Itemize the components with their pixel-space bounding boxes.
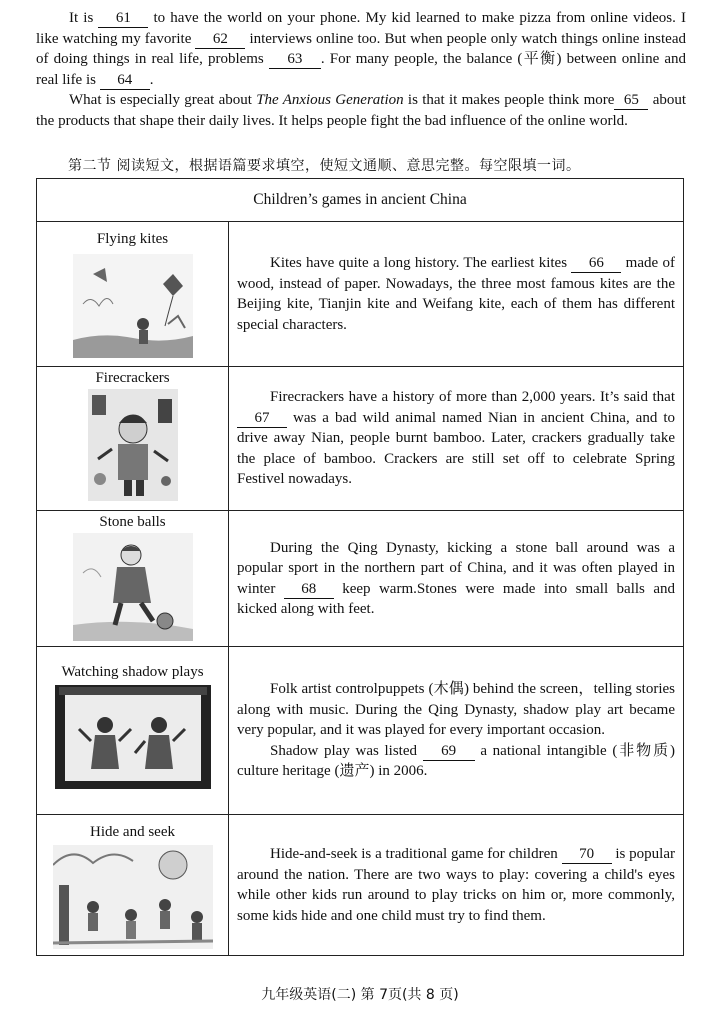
blank-70[interactable]: 70 bbox=[562, 846, 612, 864]
text: . For many people, the balance (平衡) between online and real life is bbox=[36, 51, 686, 88]
page-footer: 九年级英语(二) 第 7页(共 8 页) bbox=[261, 987, 459, 1003]
text: Shadow play was listed bbox=[270, 742, 423, 759]
row-caption: Watching shadow plays bbox=[61, 664, 204, 680]
row-text bbox=[237, 844, 675, 926]
text: During the Qing Dynasty, kicking a stone ball around was a popular sport in the northern part of China, and it was often played in winter bbox=[237, 539, 675, 597]
table-row bbox=[37, 511, 683, 647]
row-image-cell bbox=[37, 815, 229, 955]
table-row bbox=[37, 222, 683, 367]
text: . bbox=[149, 71, 154, 88]
row-text-cell bbox=[229, 511, 683, 646]
text: Hide-and-seek is a traditional game for children bbox=[270, 846, 562, 862]
text: is that it makes people think more bbox=[403, 92, 615, 108]
text: keep warm.Stones were made into small balls and kicked along with feet. bbox=[237, 580, 675, 617]
intro-passage bbox=[36, 8, 686, 131]
text: was a bad wild animal named Nian in ancient China, and to drive away Nian, people burnt bamboo. Later, crackers gradually take the place of bamboo. Crackers are still set off to celebrate Spring Festivel nowadays. bbox=[237, 409, 675, 488]
table-row bbox=[37, 647, 683, 815]
table-title: Children’s games in ancient China bbox=[37, 179, 683, 222]
intro-paragraph-2 bbox=[36, 90, 686, 131]
row-text-cell bbox=[229, 367, 683, 510]
text: It is bbox=[69, 10, 99, 26]
text: Kites have quite a long history. The earliest kites bbox=[270, 255, 572, 271]
row-text: Folk artist controlpuppets (木偶) behind the screen，telling stories along with music. During the Qing Dynasty, shadow play art became very popular, and it was played for every important occasion. bbox=[237, 681, 675, 739]
table-row bbox=[37, 815, 683, 955]
row-text-cell bbox=[229, 647, 683, 814]
text: a national intangible (非物质) culture heritage (遗产) in 2006. bbox=[237, 742, 675, 780]
row-text bbox=[237, 538, 675, 620]
text: made of wood, instead of paper. Nowadays, the three most famous kites are the Beijing kite, Tianjin kite and Weifang kite, each of them has different special characters. bbox=[237, 255, 675, 333]
row-text-cell bbox=[229, 815, 683, 955]
row-caption: Firecrackers bbox=[95, 370, 170, 386]
hide-and-seek-illustration bbox=[53, 845, 213, 949]
stone-ball-illustration bbox=[73, 533, 193, 641]
text: What is especially great about bbox=[69, 92, 257, 108]
row-image-cell bbox=[37, 367, 229, 510]
intro-paragraph-1 bbox=[36, 8, 686, 90]
games-table bbox=[36, 178, 684, 956]
row-text bbox=[237, 253, 675, 335]
blank-63[interactable]: 63 bbox=[269, 51, 321, 69]
row-caption: Stone balls bbox=[99, 514, 166, 530]
row-caption: Flying kites bbox=[96, 231, 169, 247]
row-caption: Hide and seek bbox=[90, 824, 175, 840]
text: Firecrackers have a history of more than 2,000 years. It’s said that bbox=[270, 389, 675, 406]
blank-62[interactable]: 62 bbox=[195, 31, 245, 49]
blank-66[interactable]: 66 bbox=[571, 255, 621, 273]
book-title: The Anxious Generation bbox=[256, 92, 404, 108]
blank-64[interactable]: 64 bbox=[100, 72, 150, 90]
text: to have the world on your phone. My kid learned to make pizza from online videos. I like watching my favorite bbox=[36, 10, 687, 47]
shadow-play-illustration bbox=[55, 685, 211, 789]
blank-68[interactable]: 68 bbox=[284, 581, 334, 599]
row-text-cell bbox=[229, 222, 683, 366]
blank-67[interactable]: 67 bbox=[237, 410, 287, 428]
firecracker-child-illustration bbox=[88, 389, 178, 501]
section-heading: 第二节 阅读短文，根据语篇要求填空，使短文通顺、意思完整。每空限填一词。 bbox=[68, 158, 581, 174]
text: interviews online too. But when people only watch things online instead of doing things in real life, problems bbox=[36, 30, 686, 67]
row-image-cell bbox=[37, 511, 229, 646]
row-image-cell bbox=[37, 647, 229, 814]
blank-61[interactable]: 61 bbox=[98, 10, 148, 28]
row-image-cell bbox=[37, 222, 229, 366]
text: about the products that shape their daily lives. It helps people fight the bad influence of the online world. bbox=[36, 92, 687, 129]
row-text bbox=[237, 387, 675, 490]
blank-65[interactable]: 65 bbox=[614, 92, 648, 110]
row-text bbox=[237, 741, 675, 782]
table-row bbox=[37, 367, 683, 511]
kite-flying-illustration bbox=[73, 254, 193, 358]
text: is popular around the nation. There are two ways to play: covering a child's eyes while other kids run around to play tricks on him or, more commonly, some kids hide and one child must try to find them. bbox=[237, 846, 676, 924]
blank-69[interactable]: 69 bbox=[423, 743, 475, 761]
